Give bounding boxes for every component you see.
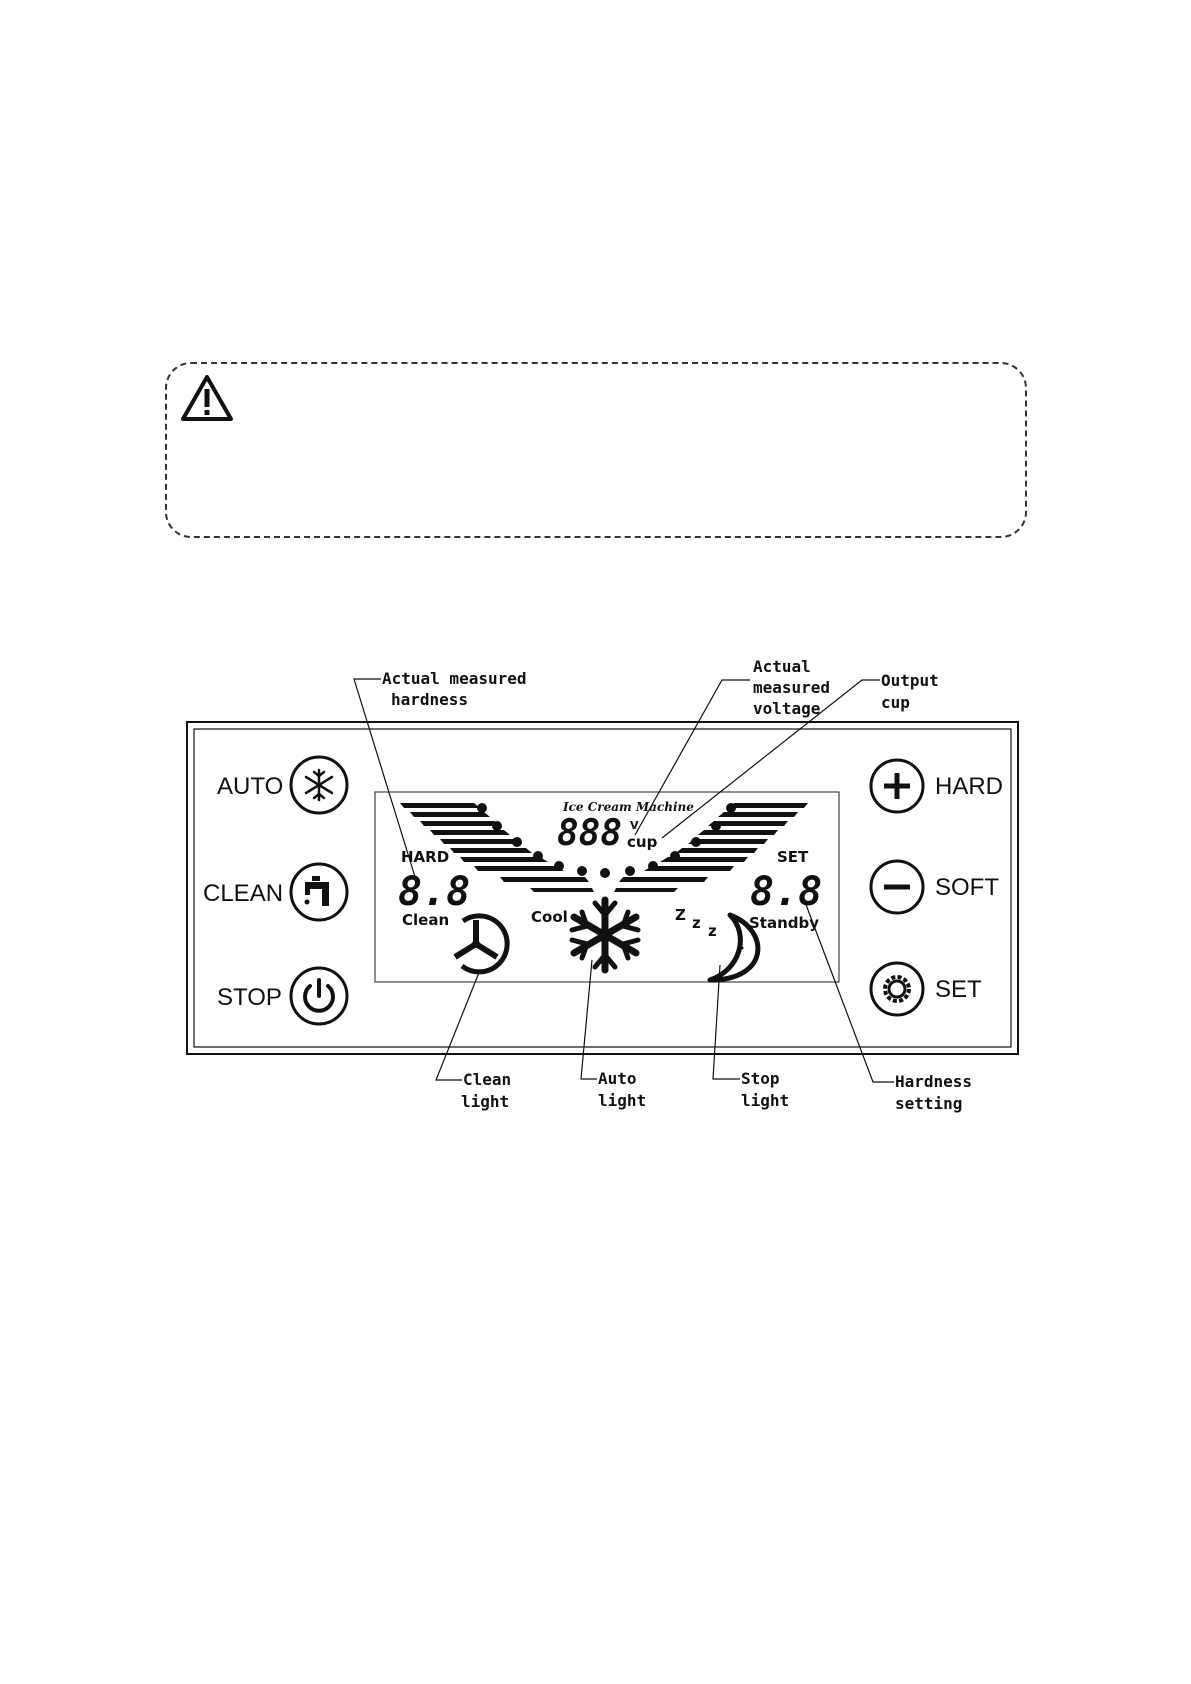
hard-label: HARD: [401, 848, 450, 866]
standby-label: Standby: [749, 914, 820, 932]
svg-text:Z: Z: [675, 906, 686, 924]
hardness-digits: 8.8: [398, 869, 471, 915]
callout-actual-hardness: Actual measured: [382, 669, 527, 688]
callout-actual-hardness-line2: hardness: [391, 690, 469, 709]
stop-light-sleep-icon: [675, 906, 758, 980]
clean-label: Clean: [402, 911, 450, 929]
voltage-digits: 888: [557, 813, 623, 854]
lcd-brand-text: Ice Cream Machine: [563, 800, 694, 814]
callout-clean-light: Clean: [463, 1070, 512, 1089]
clean-button[interactable]: [203, 864, 347, 920]
callout-stop-light: Stop: [741, 1069, 780, 1088]
snowflake-icon: [306, 770, 332, 800]
clean-light-fan-icon: [455, 916, 507, 972]
plus-icon: [884, 773, 910, 799]
power-icon: [305, 980, 333, 1011]
svg-text:HARD: HARD: [935, 773, 1004, 800]
callout-auto-light-line2: light: [598, 1091, 647, 1110]
hard-button[interactable]: [871, 760, 1003, 812]
auto-light-snowflake-icon: [572, 900, 638, 970]
voltage-unit: V: [630, 819, 639, 832]
svg-text:STOP: STOP: [217, 984, 282, 1011]
callout-stop-light-line2: light: [741, 1091, 790, 1110]
faucet-icon: [305, 876, 330, 906]
set-label: SET: [777, 848, 809, 866]
svg-text:SET: SET: [935, 976, 982, 1003]
svg-text:SOFT: SOFT: [935, 874, 999, 901]
cool-label: Cool: [531, 908, 568, 926]
set-button[interactable]: [871, 963, 982, 1015]
set-digits: 8.8: [750, 869, 823, 915]
svg-text:CLEAN: CLEAN: [203, 880, 284, 907]
callout-hardness-setting-line2: setting: [895, 1094, 963, 1113]
callout-hardness-setting: Hardness: [895, 1072, 973, 1091]
callout-actual-voltage: Actual: [753, 657, 811, 676]
svg-text:AUTO: AUTO: [217, 773, 284, 800]
svg-text:z: z: [708, 922, 717, 940]
callout-output-cup: Output: [881, 671, 939, 690]
callout-actual-voltage-line3: voltage: [753, 699, 821, 718]
auto-button[interactable]: [217, 757, 347, 813]
callout-auto-light: Auto: [598, 1069, 637, 1088]
callout-output-cup-line2: cup: [881, 693, 910, 712]
gear-icon: [885, 977, 909, 1001]
soft-button[interactable]: [871, 861, 999, 913]
stop-button[interactable]: [217, 968, 347, 1024]
callout-actual-voltage-line2: measured: [753, 678, 831, 697]
svg-text:z: z: [692, 914, 701, 932]
cup-label: cup: [627, 833, 658, 851]
callout-clean-light-line2: light: [461, 1092, 510, 1111]
